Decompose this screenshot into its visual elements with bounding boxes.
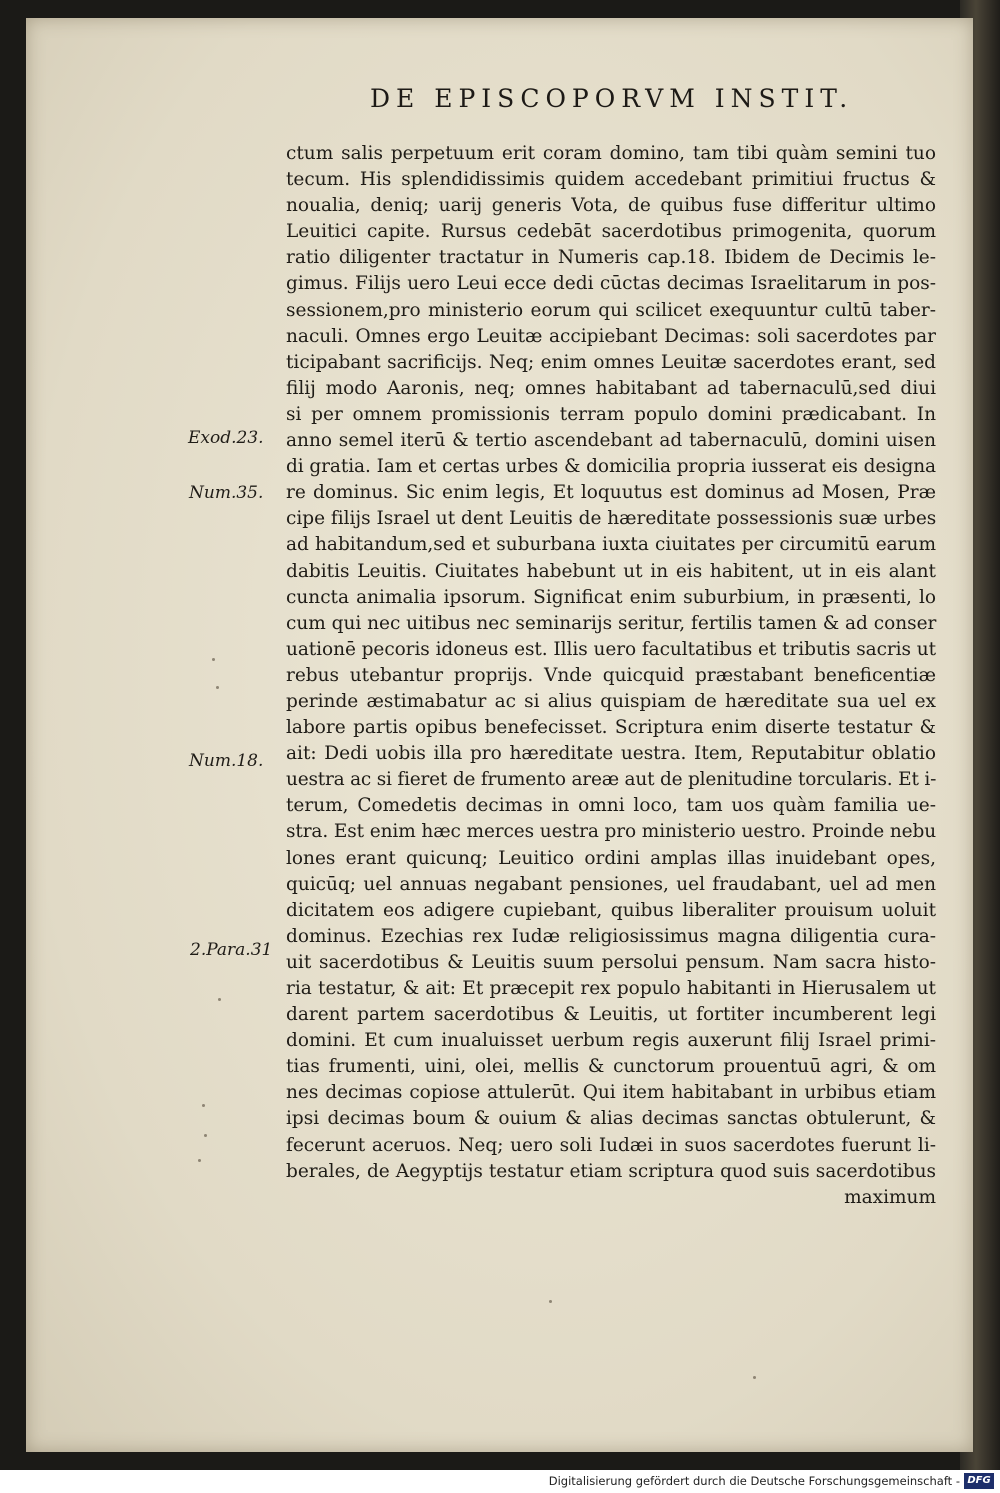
- text-line: nes decimas copiose attulerūt. Qui item habitabant in urbibus etiam: [286, 1082, 936, 1104]
- text-line: tias frumenti, uini, olei, mellis & cunctorum prouentuū agri, & om: [286, 1056, 936, 1078]
- text-line: ait: Dedi uobis illa pro hæreditate uestra. Item, Reputabitur oblatio: [286, 743, 936, 765]
- text-line: domini. Et cum inualuisset uerbum regis auxerunt filij Israel primi-: [286, 1030, 936, 1052]
- text-line: cum qui nec uitibus nec seminarijs seritur, fertilis tamen & ad conser: [286, 612, 937, 634]
- text-line: darent partem sacerdotibus & Leuitis, ut fortiter incumberent legi: [286, 1004, 936, 1026]
- text-line: ticipabant sacrificijs. Neq; enim omnes Leuitæ sacerdotes erant, sed: [286, 351, 936, 373]
- running-head: DE EPISCOPORVM INSTIT.: [370, 84, 854, 113]
- text-line: berales, de Aegyptijs testatur etiam scriptura quod suis sacerdotibus: [286, 1160, 936, 1182]
- text-line: re dominus. Sic enim legis, Et loquutus est dominus ad Mosen, Præ: [286, 482, 936, 504]
- ink-speck: [212, 658, 215, 661]
- text-line: di gratia. Iam et certas urbes & domicilia propria iusserat eis designa: [286, 456, 936, 478]
- text-line: noualia, deniq; uarij generis Vota, de quibus fuse differitur ultimo: [286, 195, 936, 217]
- ink-speck: [549, 1300, 552, 1303]
- text-line: labore partis opibus benefecisset. Scriptura enim diserte testatur &: [286, 717, 936, 739]
- text-line: quicūq; uel annuas negabant pensiones, uel fraudabant, uel ad men: [286, 873, 936, 895]
- text-line: uationē pecoris idoneus est. Illis uero facultatibus et tributis sacris ut: [286, 638, 936, 660]
- text-line: terum, Comedetis decimas in omni loco, tam uos quàm familia ue-: [286, 795, 936, 817]
- text-line: cuncta animalia ipsorum. Significat enim suburbium, in præsenti, lo: [286, 586, 936, 608]
- text-line: perinde æstimabatur ac si alius quispiam de hæreditate sua uel ex: [286, 690, 936, 712]
- text-line: gimus. Filijs uero Leui ecce dedi cūctas decimas Israelitarum in pos-: [286, 273, 936, 295]
- ink-speck: [204, 1134, 207, 1137]
- marginal-note: Num.18.: [189, 751, 264, 771]
- ink-speck: [216, 686, 219, 689]
- text-line: rebus utebantur proprijs. Vnde quicquid præstabant beneficentiæ: [286, 664, 936, 686]
- ink-speck: [753, 1376, 756, 1379]
- text-line: ctum salis perpetuum erit coram domino, tam tibi quàm semini tuo: [286, 143, 936, 164]
- text-line: uit sacerdotibus & Leuitis suum persolui pensum. Nam sacra histo-: [286, 951, 936, 973]
- ink-speck: [198, 1159, 201, 1162]
- text-line: dabitis Leuitis. Ciuitates habebunt ut in eis habitent, ut in eis alant: [286, 560, 936, 582]
- text-line: sessionem,pro ministerio eorum qui scilicet exequuntur cultū taber-: [286, 299, 936, 321]
- text-line: ria testatur, & ait: Et præcepit rex populo habitanti in Hierusalem ut: [286, 978, 936, 999]
- text-line: dicitatem eos adigere cupiebant, quibus liberaliter prouisum uoluit: [286, 899, 936, 921]
- dfg-logo: DFG: [964, 1473, 994, 1489]
- text-line: dominus. Ezechias rex Iudæ religiosissimus magna diligentia cura-: [286, 925, 936, 947]
- text-line: anno semel iterū & tertio ascendebant ad tabernaculū, domini uisen: [286, 430, 936, 452]
- marginal-note: 2.Para.31: [190, 940, 273, 960]
- text-line: naculi. Omnes ergo Leuitæ accipiebant Decimas: soli sacerdotes par: [286, 325, 936, 347]
- text-line: si per omnem promissionis terram populo domini prædicabant. In: [286, 403, 936, 425]
- text-line: cipe filijs Israel ut dent Leuitis de hæreditate possessionis suæ urbes: [286, 508, 937, 530]
- text-line: uestra ac si fieret de frumento areæ aut de plenitudine torcularis. Et i-: [286, 769, 937, 791]
- text-line: fecerunt aceruos. Neq; uero soli Iudæi in suos sacerdotes fuerunt li-: [286, 1134, 936, 1156]
- ink-speck: [218, 998, 221, 1001]
- text-line: stra. Est enim hæc merces uestra pro ministerio uestro. Proinde nebu: [286, 821, 936, 843]
- ink-speck: [202, 1104, 205, 1107]
- text-line: ad habitandum,sed et suburbana iuxta ciuitates per circumitū earum: [286, 534, 936, 556]
- text-line: tecum. His splendidissimis quidem accedebant primitiui fructus &: [286, 169, 936, 191]
- catchword: maximum: [844, 1186, 936, 1208]
- text-line: ratio diligenter tractatur in Numeris cap.18. Ibidem de Decimis le-: [286, 247, 936, 269]
- body-text: [286, 141, 936, 1211]
- text-line: ipsi decimas boum & ouium & alias decimas sanctas obtulerunt, &: [286, 1108, 936, 1130]
- marginal-note: Num.35.: [189, 483, 264, 503]
- text-line: lones erant quicunq; Leuitico ordini amplas illas inuidebant opes,: [286, 847, 936, 869]
- funding-credit: Digitalisierung gefördert durch die Deutsche Forschungsgemeinschaft -: [548, 1474, 960, 1488]
- text-line: Leuitici capite. Rursus cedebāt sacerdotibus primogenita, quorum: [286, 221, 936, 243]
- footer-bar: [0, 1470, 1000, 1493]
- marginal-note: Exod.23.: [188, 428, 264, 448]
- text-line: filij modo Aaronis, neq; omnes habitabant ad tabernaculū,sed diui: [286, 377, 936, 399]
